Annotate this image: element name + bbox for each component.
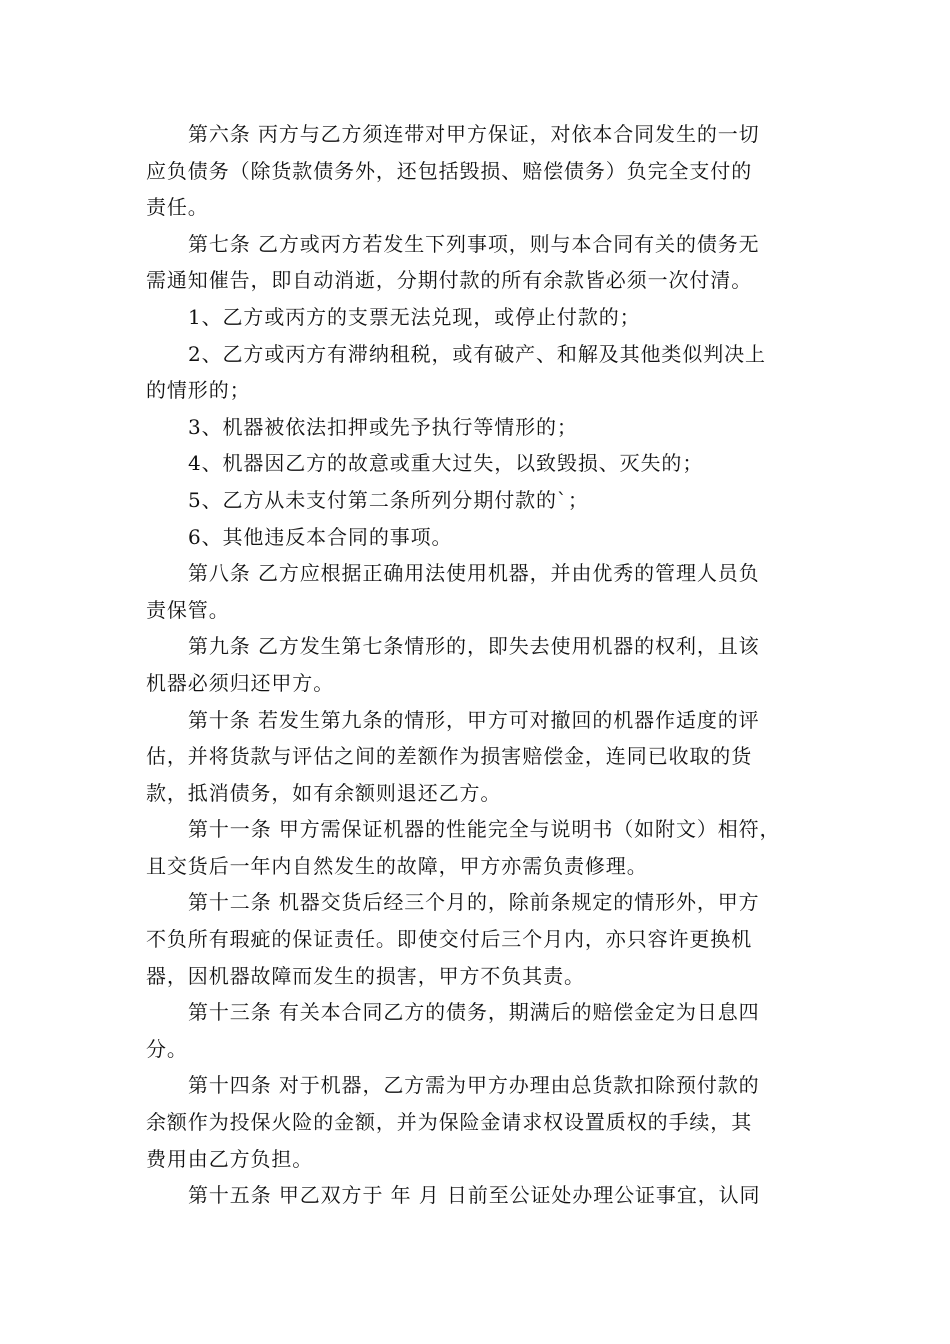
contract-paragraph: [146, 226, 806, 299]
contract-paragraph: [146, 884, 806, 994]
paragraph-line: 款，抵消债务，如有余额则退还乙方。: [146, 780, 502, 805]
paragraph-line: 责任。: [146, 195, 209, 220]
contract-paragraph: [146, 336, 806, 409]
paragraph-line: 机器必须归还甲方。: [146, 670, 335, 695]
paragraph-line: 第七条 乙方或丙方若发生下列事项，则与本合同有关的债务无: [188, 231, 760, 256]
contract-paragraph: [146, 702, 806, 812]
paragraph-line: 5、乙方从未支付第二条所列分期付款的`；: [188, 487, 589, 512]
paragraph-line: 第六条 丙方与乙方须连带对甲方保证，对依本合同发生的一切: [188, 122, 760, 146]
paragraph-line: 2、乙方或丙方有滞纳租税，或有破产、和解及其他类似判决上: [188, 341, 766, 366]
paragraph-line: 第十一条 甲方需保证机器的性能完全与说明书（如附文）相符，: [188, 817, 781, 842]
paragraph-line: 3、机器被依法扣押或先予执行等情形的；: [188, 414, 578, 439]
paragraph-line: 第十二条 机器交货后经三个月的，除前条规定的情形外，甲方: [188, 890, 760, 915]
paragraph-line: 1、乙方或丙方的支票无法兑现，或停止付款的；: [188, 304, 641, 329]
paragraph-line: 费用由乙方负担。: [146, 1146, 314, 1171]
paragraph-line: 责保管。: [146, 597, 230, 622]
document-body: [146, 116, 806, 1214]
contract-paragraph: [146, 482, 806, 519]
contract-paragraph: [146, 628, 806, 701]
paragraph-line: 第九条 乙方发生第七条情形的，即失去使用机器的权利，且该: [188, 634, 760, 659]
contract-paragraph: [146, 519, 806, 556]
paragraph-line: 4、机器因乙方的故意或重大过失，以致毁损、灭失的；: [188, 451, 704, 476]
contract-paragraph: [146, 409, 806, 446]
paragraph-line: 分。: [146, 1036, 188, 1061]
paragraph-line: 第十四条 对于机器，乙方需为甲方办理由总货款扣除预付款的: [188, 1073, 760, 1098]
paragraph-line: 估，并将货款与评估之间的差额作为损害赔偿金，连同已收取的货: [146, 744, 753, 769]
paragraph-line: 余额作为投保火险的金额，并为保险金请求权设置质权的手续，其: [146, 1110, 753, 1135]
paragraph-line: 需通知催告，即自动消逝，分期付款的所有余款皆必须一次付清。: [146, 268, 753, 293]
paragraph-line: 且交货后一年内自然发生的故障，甲方亦需负责修理。: [146, 853, 648, 878]
contract-paragraph: [146, 994, 806, 1067]
paragraph-line: 器，因机器故障而发生的损害，甲方不负其责。: [146, 963, 585, 988]
paragraph-line: 应负债务（除货款债务外，还包括毁损、赔偿债务）负完全支付的: [146, 158, 753, 183]
contract-paragraph: [146, 1067, 806, 1177]
contract-paragraph: [146, 811, 806, 884]
contract-paragraph: [146, 445, 806, 482]
paragraph-line: 第十条 若发生第九条的情形，甲方可对撤回的机器作适度的评: [188, 707, 760, 732]
contract-paragraph: [146, 555, 806, 628]
paragraph-line: 第十五条 甲乙双方于 年 月 日前至公证处办理公证事宜，认同: [188, 1183, 761, 1208]
contract-paragraph: [146, 116, 806, 226]
paragraph-line: 的情形的；: [146, 378, 251, 403]
paragraph-line: 6、其他违反本合同的事项。: [188, 524, 453, 549]
paragraph-line: 第十三条 有关本合同乙方的债务，期满后的赔偿金定为日息四: [188, 1000, 760, 1025]
paragraph-line: 不负所有瑕疵的保证责任。即使交付后三个月内，亦只容许更换机: [146, 927, 753, 952]
contract-paragraph: [146, 299, 806, 336]
contract-paragraph: [146, 1177, 806, 1214]
paragraph-line: 第八条 乙方应根据正确用法使用机器，并由优秀的管理人员负: [188, 561, 760, 586]
